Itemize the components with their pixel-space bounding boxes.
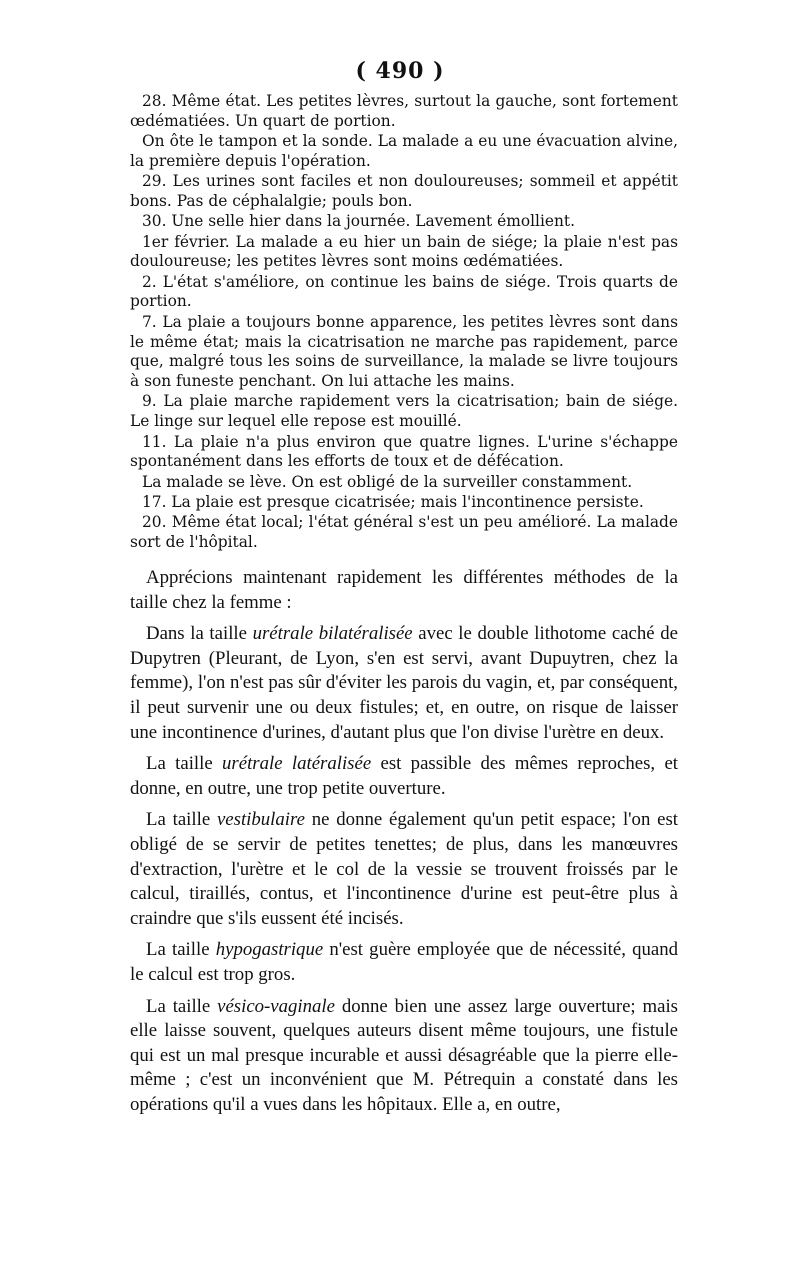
text-run: La taille <box>146 939 216 961</box>
text-run: La taille <box>146 995 218 1017</box>
text-run: donne bien une assez large ouverture; mais elle laisse souvent, quelques auteurs disent même toujours, une fistule qui est un mal presque incurable et aussi désagréable que la pierre elle-même ; c'est un inconvénient que M. Pétrequin a constaté dans les opérations qu'il a vues dans les hôpitaux. Elle a, en outre, <box>130 995 678 1115</box>
note-paragraph: La malade se lève. On est obligé de la surveiller constamment. <box>142 472 633 491</box>
body-paragraph <box>130 938 678 987</box>
body-paragraph <box>130 752 678 801</box>
italic-term: vestibulaire <box>216 809 305 831</box>
clinical-notes <box>130 92 678 553</box>
text-run: avec le double lithotome caché de Dupytren (Pleurant, de Lyon, s'en est servi, avant Dupuytren, chez la femme), l'on n'est pas sûr d'éviter les parois du vagin, et, par conséquent, il peut survenir une ou deux fistules; et, en outre, on risque de laisser une incontinence d'urines, d'autant plus que l'on divise l'urètre en deux. <box>130 623 678 743</box>
note-paragraph: On ôte le tampon et la sonde. La malade a eu une évacuation alvine, la première depuis l'opération. <box>130 132 678 170</box>
note-paragraph: 17. La plaie est presque cicatrisée; mais l'incontinence persiste. <box>142 492 644 511</box>
note-paragraph: 7. La plaie a toujours bonne apparence, les petites lèvres sont dans le même état; mais la cicatrisation ne marche pas rapidement, parce que, malgré tous les soins de surveillance, la malade se livre toujours à son funeste penchant. On lui attache les mains. <box>130 312 678 391</box>
italic-term: hypogastrique <box>215 939 324 961</box>
text-run: La taille <box>146 753 223 775</box>
text-run: n'est guère employée que de nécessité, quand le calcul est trop gros. <box>130 939 678 985</box>
note-paragraph: 20. Même état local; l'état général s'est un peu amélioré. La malade sort de l'hôpital. <box>130 513 678 552</box>
text-run: Dans la taille <box>146 623 253 645</box>
note-paragraph: 29. Les urines sont faciles et non douloureuses; sommeil et appétit bons. Pas de céphalalgie; pouls bon. <box>130 172 678 210</box>
text-run: est passible des mêmes reproches, et donne, en outre, une trop petite ouverture. <box>130 753 679 799</box>
note-paragraph: 28. Même état. Les petites lèvres, surtout la gauche, sont fortement œdématiées. Un quart de portion. <box>130 92 678 130</box>
note-paragraph: 2. L'état s'améliore, on continue les bains de siége. Trois quarts de portion. <box>130 272 678 311</box>
body-paragraph <box>130 808 678 931</box>
main-text <box>130 566 678 1124</box>
body-paragraph <box>130 995 678 1118</box>
italic-term: urétrale bilatéralisée <box>252 623 413 645</box>
text-run: La taille <box>146 809 217 831</box>
note-paragraph: 9. La plaie marche rapidement vers la cicatrisation; bain de siége. Le linge sur lequel elle repose est mouillé. <box>130 392 678 431</box>
italic-term: vésico-vaginale <box>217 995 335 1017</box>
body-paragraph: Apprécions maintenant rapidement les différentes méthodes de la taille chez la femme : <box>130 567 678 613</box>
italic-term: urétrale latéralisée <box>222 753 372 775</box>
body-paragraph <box>130 622 678 745</box>
page-number: ( 490 ) <box>355 58 445 84</box>
note-paragraph: 11. La plaie n'a plus environ que quatre lignes. L'urine s'échappe spontanément dans les efforts de toux et de défécation. <box>130 432 678 471</box>
text-run: ne donne également qu'un petit espace; l'on est obligé de se servir de petites tenettes; de plus, dans les manœuvres d'extraction, l'urètre et le col de la vessie se trouvent froissés par le calcul, tiraillés, contus, et l'incontinence d'urine est peut-être plus à craindre que s'ils eussent été incisés. <box>130 809 678 929</box>
note-paragraph: 1er février. La malade a eu hier un bain de siége; la plaie n'est pas douloureuse; les petites lèvres sont moins œdématiées. <box>130 232 678 271</box>
note-paragraph: 30. Une selle hier dans la journée. Lavement émollient. <box>142 212 575 231</box>
